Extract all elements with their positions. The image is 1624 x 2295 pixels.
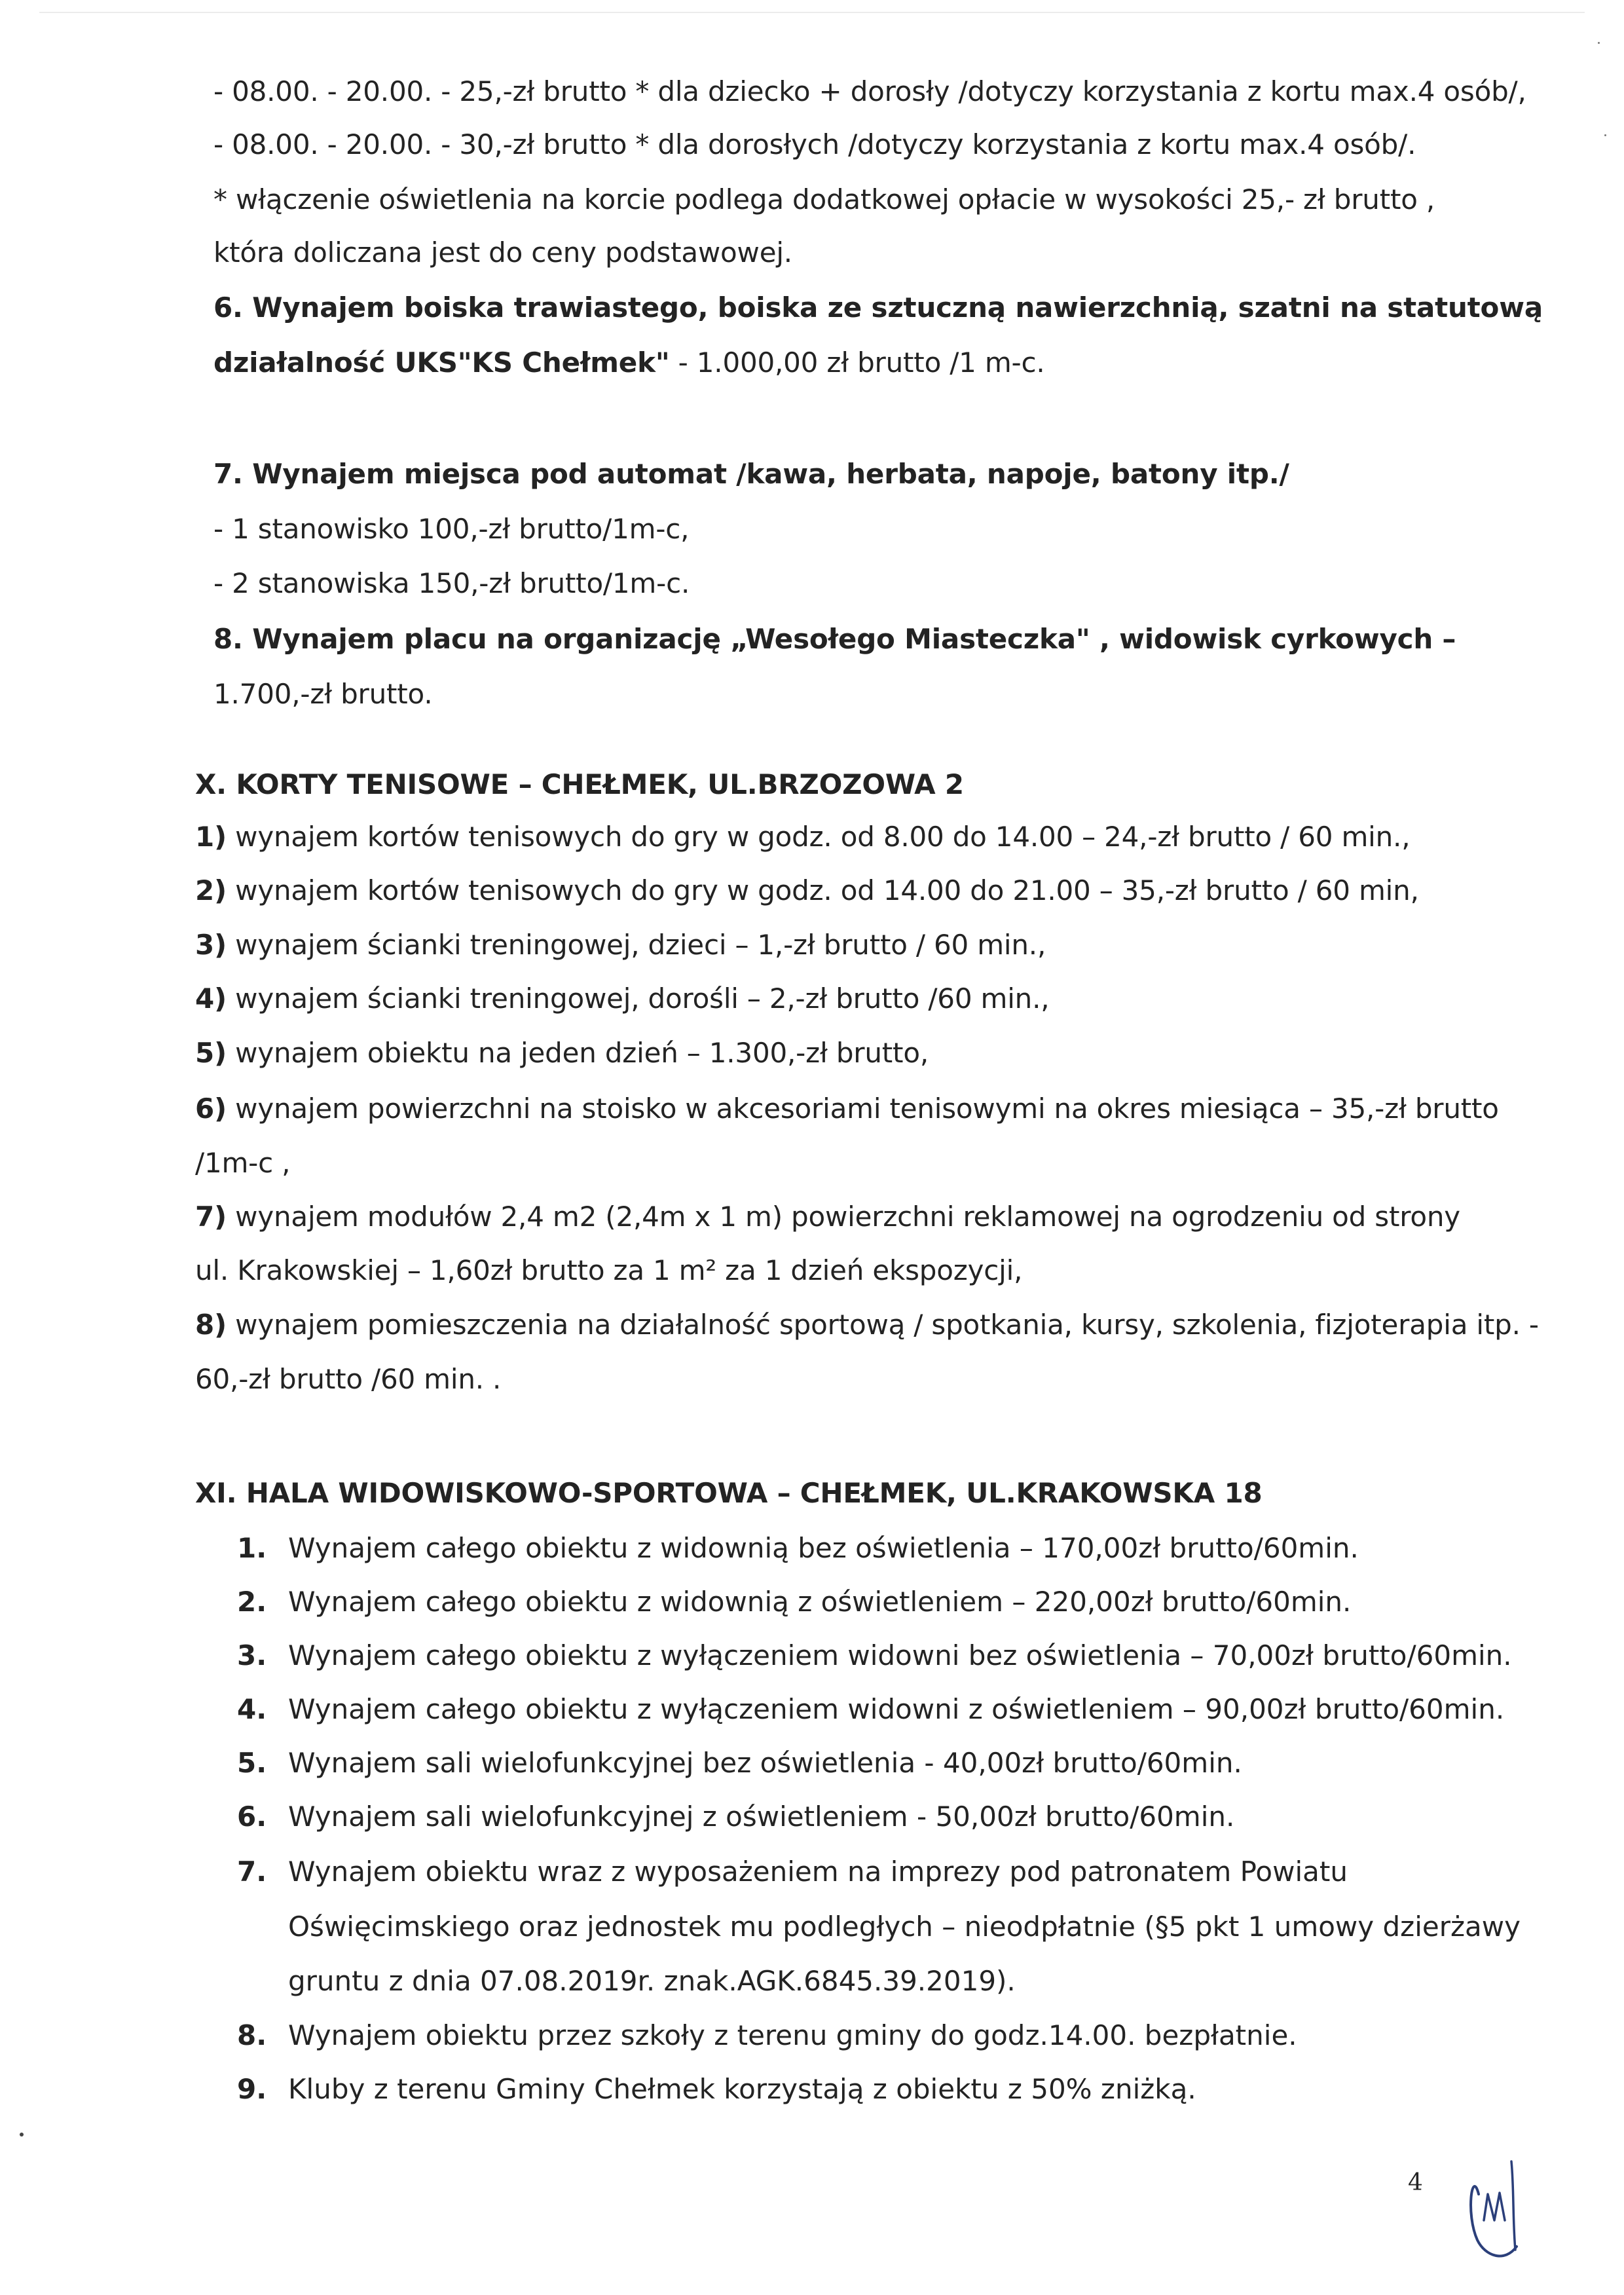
list-number: 1. xyxy=(237,1532,267,1564)
list-item: 3) wynajem ścianki treningowej, dzieci – 1,-zł brutto / 60 min., xyxy=(195,929,1046,961)
item-6-title: 6. Wynajem boiska trawiastego, boiska ze sztuczną nawierzchnią, szatni na statutową xyxy=(213,291,1543,324)
price-line-adults: - 08.00. - 20.00. - 30,-zł brutto * dla dorosłych /dotyczy korzystania z kortu max.4 osób/. xyxy=(213,128,1416,160)
list-item: Kluby z terenu Gminy Chełmek korzystają z obiektu z 50% zniżką. xyxy=(288,2073,1196,2105)
list-number: 5. xyxy=(237,1747,267,1779)
list-item: Wynajem całego obiektu z widownią bez oświetlenia – 170,00zł brutto/60min. xyxy=(288,1532,1359,1564)
list-number: 3. xyxy=(237,1639,267,1671)
list-item: 2) wynajem kortów tenisowych do gry w godz. od 14.00 do 21.00 – 35,-zł brutto / 60 min, xyxy=(195,874,1419,906)
list-item: Wynajem całego obiektu z widownią z oświetleniem – 220,00zł brutto/60min. xyxy=(288,1586,1352,1618)
list-item: 5) wynajem obiektu na jeden dzień – 1.300,-zł brutto, xyxy=(195,1037,929,1069)
item-7-title: 7. Wynajem miejsca pod automat /kawa, herbata, napoje, batony itp./ xyxy=(213,458,1289,490)
list-number: 9. xyxy=(237,2073,267,2105)
lighting-note-2: która doliczana jest do ceny podstawowej. xyxy=(213,236,792,269)
item-6-price: - 1.000,00 zł brutto /1 m-c. xyxy=(669,346,1045,379)
list-item-continuation: Oświęcimskiego oraz jednostek mu podległych – nieodpłatnie (§5 pkt 1 umowy dzierżawy xyxy=(288,1911,1521,1943)
list-item: Wynajem obiektu przez szkoły z terenu gminy do godz.14.00. bezpłatnie. xyxy=(288,2019,1297,2051)
item-8-price: 1.700,-zł brutto. xyxy=(213,678,433,710)
section-x-heading: X. KORTY TENISOWE – CHEŁMEK, UL.BRZOZOWA 2 xyxy=(195,768,964,800)
list-item-continuation: 60,-zł brutto /60 min. . xyxy=(195,1363,502,1395)
list-item: 4) wynajem ścianki treningowej, dorośli – 2,-zł brutto /60 min., xyxy=(195,982,1050,1015)
list-item: Wynajem całego obiektu z wyłączeniem widowni z oświetleniem – 90,00zł brutto/60min. xyxy=(288,1693,1505,1725)
list-item: 7) wynajem modułów 2,4 m2 (2,4m x 1 m) powierzchni reklamowej na ogrodzeniu od strony xyxy=(195,1201,1460,1233)
list-number: 6. xyxy=(237,1801,267,1833)
price-line-child-adult: - 08.00. - 20.00. - 25,-zł brutto * dla dziecko + dorosły /dotyczy korzystania z kortu max.4 osób/, xyxy=(213,75,1526,107)
list-item: 1) wynajem kortów tenisowych do gry w godz. od 8.00 do 14.00 – 24,-zł brutto / 60 min., xyxy=(195,821,1411,853)
list-item: Wynajem obiektu wraz z wyposażeniem na imprezy pod patronatem Powiatu xyxy=(288,1856,1348,1888)
list-number: 8. xyxy=(237,2019,267,2051)
lighting-note-1: * włączenie oświetlenia na korcie podlega dodatkowej opłacie w wysokości 25,- zł brutto , xyxy=(213,183,1435,215)
item-6-org: działalność UKS"KS Chełmek" xyxy=(213,346,670,379)
list-item-continuation: ul. Krakowskiej – 1,60zł brutto za 1 m² za 1 dzień ekspozycji, xyxy=(195,1254,1023,1286)
item-7-option-2: - 2 stanowiska 150,-zł brutto/1m-c. xyxy=(213,567,690,599)
list-item-continuation: gruntu z dnia 07.08.2019r. znak.AGK.6845.39.2019). xyxy=(288,1965,1016,1997)
list-number: 2. xyxy=(237,1586,267,1618)
list-number: 7. xyxy=(237,1856,267,1888)
scan-speck xyxy=(1598,42,1600,44)
list-number: 4. xyxy=(237,1693,267,1725)
list-item: 8) wynajem pomieszczenia na działalność sportową / spotkania, kursy, szkolenia, fizjoterapia itp. - xyxy=(195,1309,1539,1341)
list-item: Wynajem całego obiektu z wyłączeniem widowni bez oświetlenia – 70,00zł brutto/60min. xyxy=(288,1639,1512,1671)
section-xi-heading: XI. HALA WIDOWISKOWO-SPORTOWA – CHEŁMEK, UL.KRAKOWSKA 18 xyxy=(195,1477,1263,1509)
margin-dot xyxy=(20,2133,24,2136)
list-item: 6) wynajem powierzchni na stoisko w akcesoriami tenisowymi na okres miesiąca – 35,-zł brutto xyxy=(195,1092,1499,1125)
list-item: Wynajem sali wielofunkcyjnej bez oświetlenia - 40,00zł brutto/60min. xyxy=(288,1747,1242,1779)
item-7-option-1: - 1 stanowisko 100,-zł brutto/1m-c, xyxy=(213,513,690,545)
signature-initials xyxy=(1459,2122,1531,2273)
page-number: 4 xyxy=(1408,2169,1423,2196)
list-item-continuation: /1m-c , xyxy=(195,1147,291,1179)
list-item: Wynajem sali wielofunkcyjnej z oświetleniem - 50,00zł brutto/60min. xyxy=(288,1801,1235,1833)
item-6-line-2 xyxy=(213,345,1045,381)
scan-edge xyxy=(39,12,1585,13)
scan-speck xyxy=(1604,134,1606,136)
item-8-title: 8. Wynajem placu na organizację „Wesołego Miasteczka" , widowisk cyrkowych – xyxy=(213,623,1456,655)
